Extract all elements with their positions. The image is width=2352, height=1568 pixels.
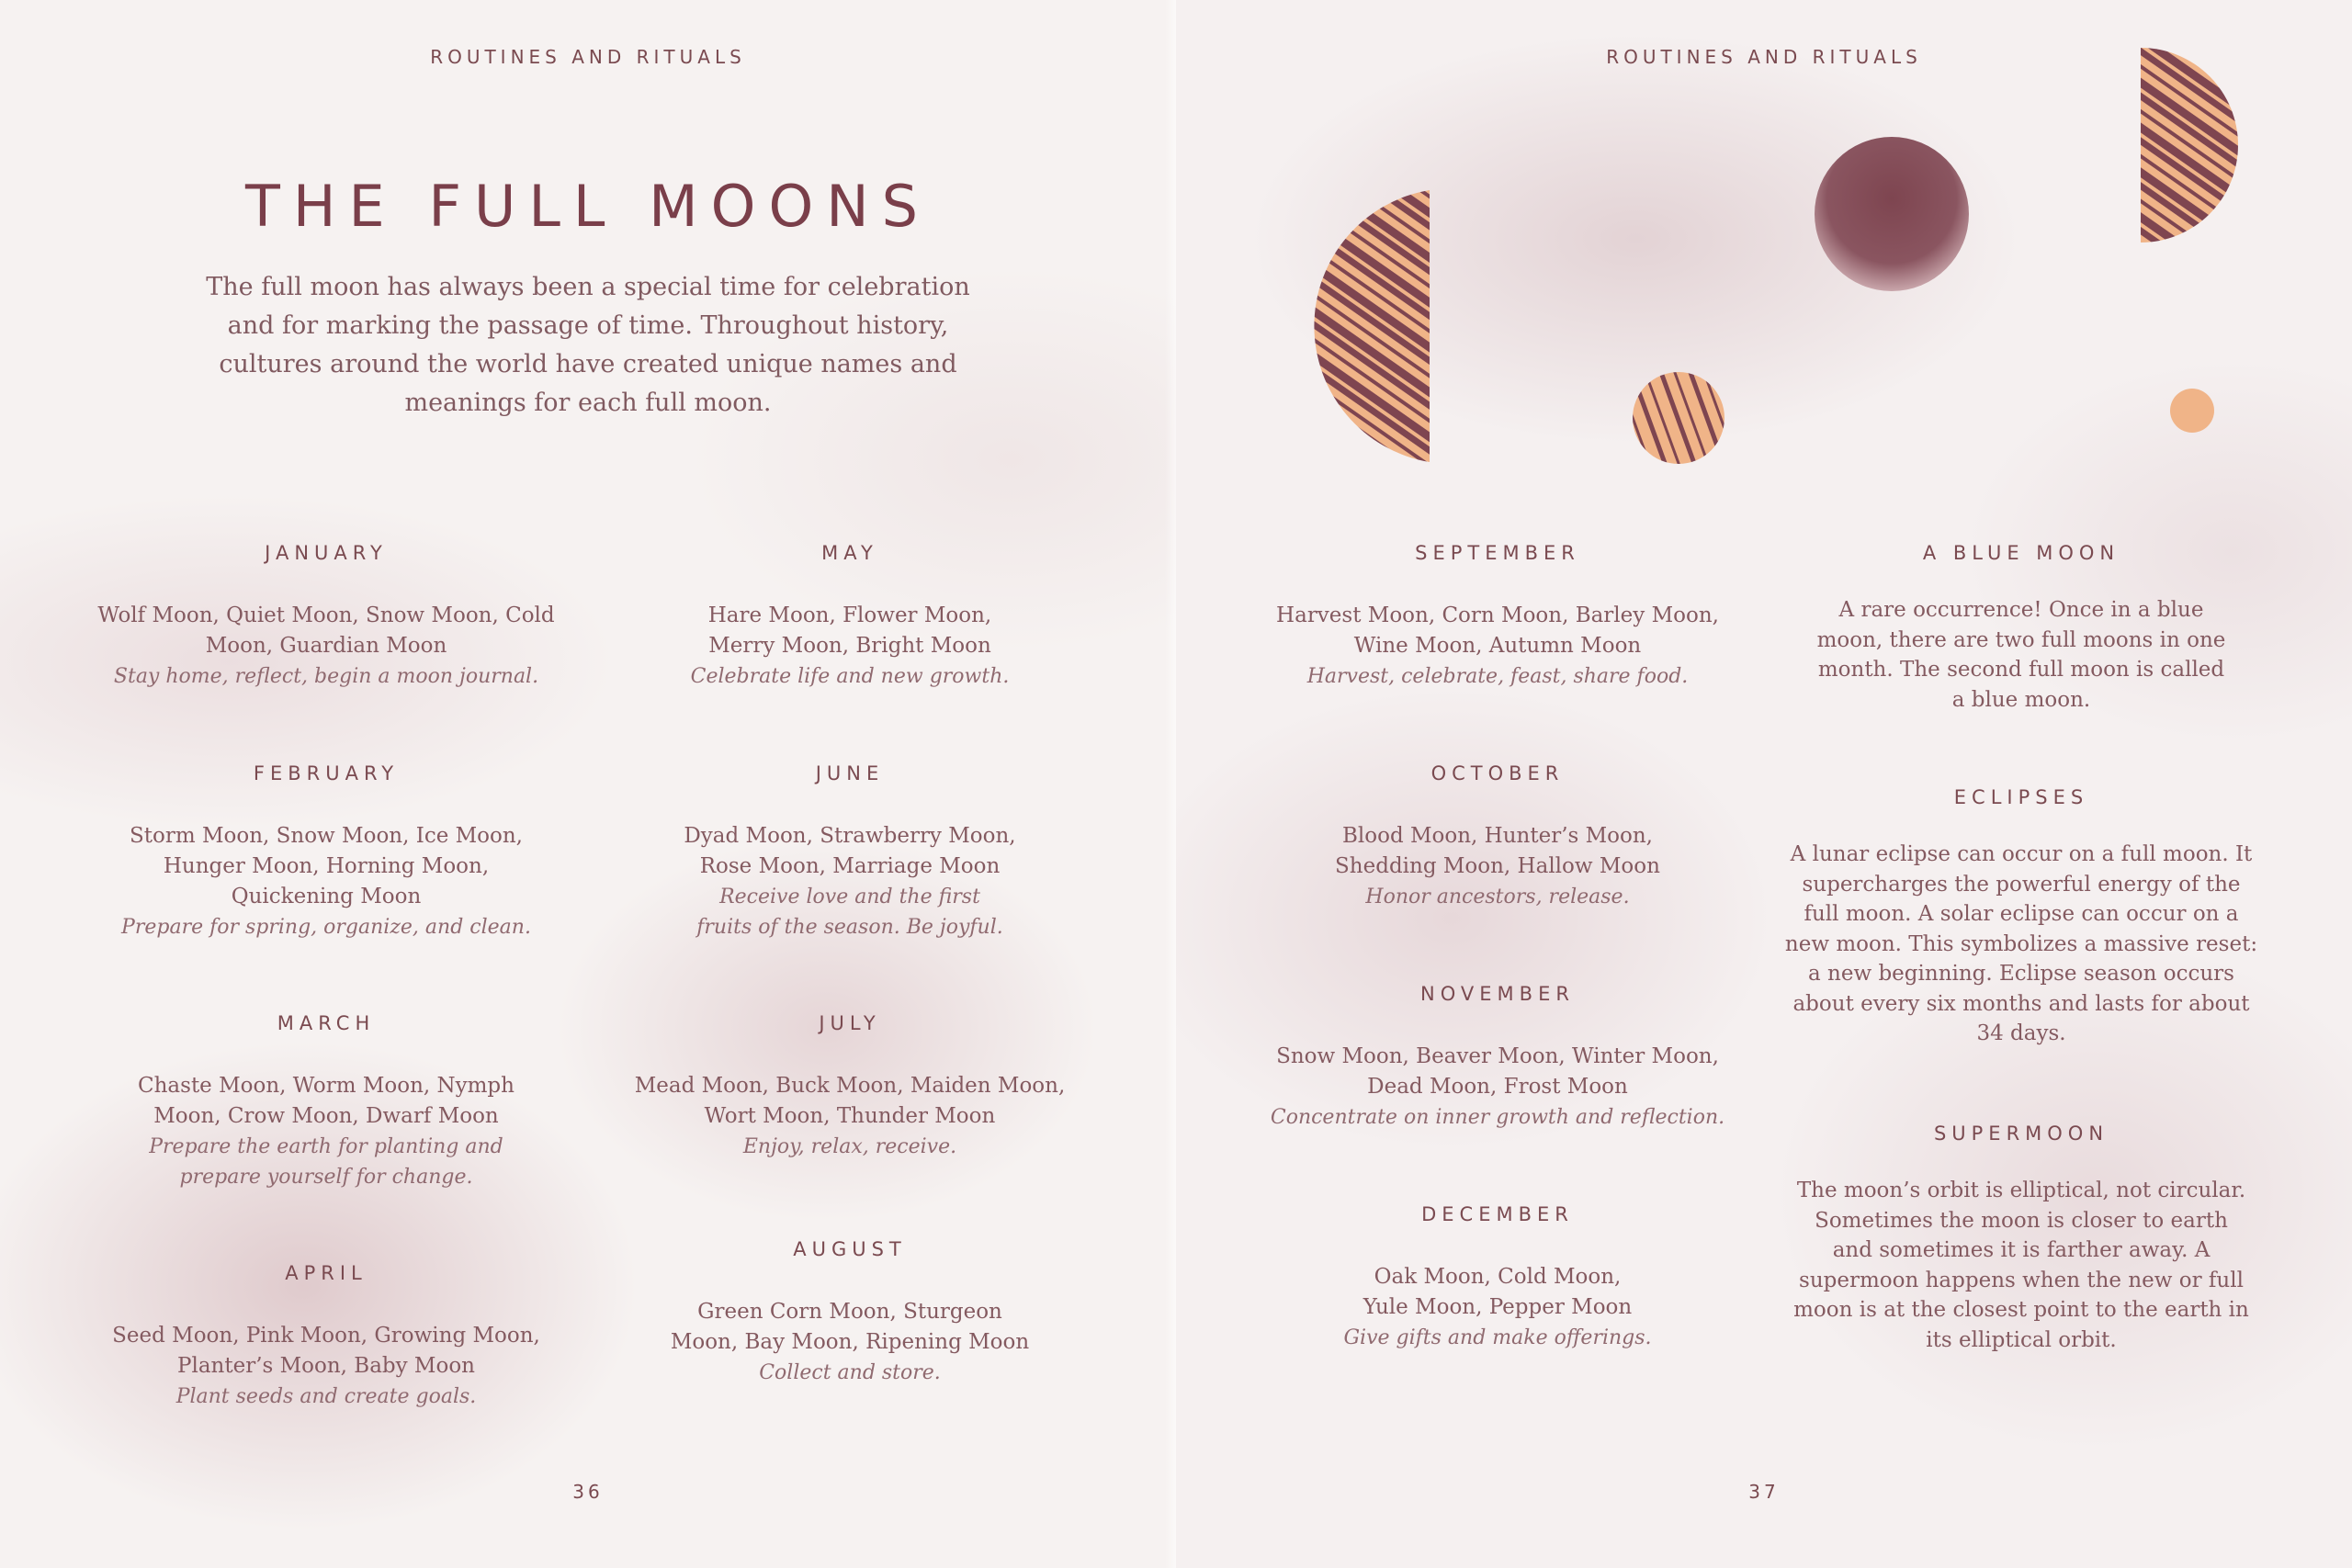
month-heading: FEBRUARY <box>253 762 400 784</box>
month-heading: MAY <box>821 542 878 564</box>
moon-ritual: Plant seeds and create goals. <box>175 1385 477 1408</box>
moon-ritual: Concentrate on inner growth and reflection. <box>1270 1106 1725 1129</box>
page-number-right: 37 <box>1748 1481 1780 1503</box>
month-august <box>602 1238 1098 1388</box>
moon-phases-illustration <box>1176 0 2352 514</box>
moon-ritual: Give gifts and make offerings. <box>1343 1326 1652 1349</box>
moon-ritual: Stay home, reflect, begin a moon journal. <box>113 665 539 688</box>
right-page <box>1176 0 2352 1568</box>
month-november <box>1250 983 1746 1133</box>
month-heading: APRIL <box>285 1262 368 1284</box>
moon-ritual: Collect and store. <box>759 1361 941 1384</box>
month-january <box>78 542 574 692</box>
moon-names: Oak Moon, Cold Moon, Yule Moon, Pepper Moon <box>1363 1265 1633 1319</box>
small-peach-moon-icon <box>2170 389 2214 433</box>
moon-ritual: Prepare the earth for planting and prepare yourself for change. <box>149 1135 503 1189</box>
sidebar-heading: SUPERMOON <box>1933 1122 2109 1145</box>
new-moon-icon <box>1815 137 1969 291</box>
month-heading: MARCH <box>277 1012 376 1034</box>
moon-names: Wolf Moon, Quiet Moon, Snow Moon, Cold Moon, Guardian Moon <box>97 604 555 658</box>
moon-names: Storm Moon, Snow Moon, Ice Moon, Hunger Moon, Horning Moon, Quickening Moon <box>130 824 523 908</box>
sidebar-heading: ECLIPSES <box>1953 786 2089 808</box>
month-heading: NOVEMBER <box>1420 983 1575 1005</box>
moon-ritual: Receive love and the first fruits of the season. Be joyful. <box>696 886 1003 939</box>
month-september <box>1250 542 1746 692</box>
month-march <box>78 1012 574 1192</box>
moon-names: Green Corn Moon, Sturgeon Moon, Bay Moon, Ripening Moon <box>670 1300 1030 1354</box>
sidebar-supermoon <box>1782 1122 2260 1355</box>
moon-ritual: Honor ancestors, release. <box>1365 886 1630 908</box>
sidebar-heading: A BLUE MOON <box>1922 542 2120 564</box>
moon-names: Dyad Moon, Strawberry Moon, Rose Moon, Marriage Moon <box>684 824 1016 878</box>
moon-names: Blood Moon, Hunter’s Moon, Shedding Moon, Hallow Moon <box>1335 824 1660 878</box>
month-heading: JUNE <box>815 762 885 784</box>
small-full-moon-icon <box>1633 372 1724 464</box>
month-april <box>78 1262 574 1412</box>
running-head-left: ROUTINES AND RITUALS <box>430 46 746 68</box>
month-heading: SEPTEMBER <box>1415 542 1580 564</box>
sidebar-text: A lunar eclipse can occur on a full moon. It supercharges the powerful energy of the full moon. A solar eclipse can occur on a new moon. This symbolizes a massive reset: a new beginning. Eclipse season occurs about every six months and lasts for about 34 days. <box>1784 842 2258 1045</box>
month-may <box>602 542 1098 692</box>
moon-names: Harvest Moon, Corn Moon, Barley Moon, Wine Moon, Autumn Moon <box>1276 604 1719 658</box>
month-february <box>78 762 574 942</box>
moon-ritual: Celebrate life and new growth. <box>690 665 1010 688</box>
moon-ritual: Enjoy, relax, receive. <box>742 1135 957 1158</box>
month-heading: JULY <box>819 1012 881 1034</box>
sidebar-text: The moon’s orbit is elliptical, not circular. Sometimes the moon is closer to earth and sometimes it is farther away. A supermoon happens when the new or full moon is at the closest point to the earth in its elliptical orbit. <box>1793 1179 2249 1352</box>
month-june <box>602 762 1098 942</box>
month-july <box>602 1012 1098 1162</box>
month-heading: DECEMBER <box>1421 1203 1574 1225</box>
sidebar-text: A rare occurrence! Once in a blue moon, there are two full moons in one month. The second full moon is called a blue moon. <box>1816 598 2226 712</box>
month-december <box>1250 1203 1746 1353</box>
moon-names: Chaste Moon, Worm Moon, Nymph Moon, Crow Moon, Dwarf Moon <box>138 1074 514 1128</box>
moon-names: Snow Moon, Beaver Moon, Winter Moon, Dead Moon, Frost Moon <box>1276 1044 1719 1099</box>
month-october <box>1250 762 1746 912</box>
moon-names: Seed Moon, Pink Moon, Growing Moon, Planter’s Moon, Baby Moon <box>112 1324 540 1378</box>
moon-names: Hare Moon, Flower Moon, Merry Moon, Bright Moon <box>707 604 992 658</box>
sidebar-eclipses <box>1782 786 2260 1049</box>
intro-paragraph: The full moon has always been a special time for celebration and for marking the passage of time. Throughout history, cultures around the world have created unique names and meanings for each full moon. <box>206 273 970 417</box>
moon-names: Mead Moon, Buck Moon, Maiden Moon, Wort Moon, Thunder Moon <box>634 1074 1066 1128</box>
half-moon-left-icon <box>1314 190 1430 462</box>
page-title: THE FULL MOONS <box>244 173 932 240</box>
month-heading: OCTOBER <box>1430 762 1565 784</box>
sidebar-blue-moon <box>1782 542 2260 715</box>
page-number-left: 36 <box>572 1481 604 1503</box>
half-moon-right-icon <box>2141 48 2238 243</box>
moon-ritual: Harvest, celebrate, feast, share food. <box>1306 665 1689 688</box>
moon-ritual: Prepare for spring, organize, and clean. <box>121 916 531 939</box>
month-heading: JANUARY <box>265 542 388 564</box>
month-heading: AUGUST <box>793 1238 907 1260</box>
running-head-right: ROUTINES AND RITUALS <box>1606 46 1922 68</box>
